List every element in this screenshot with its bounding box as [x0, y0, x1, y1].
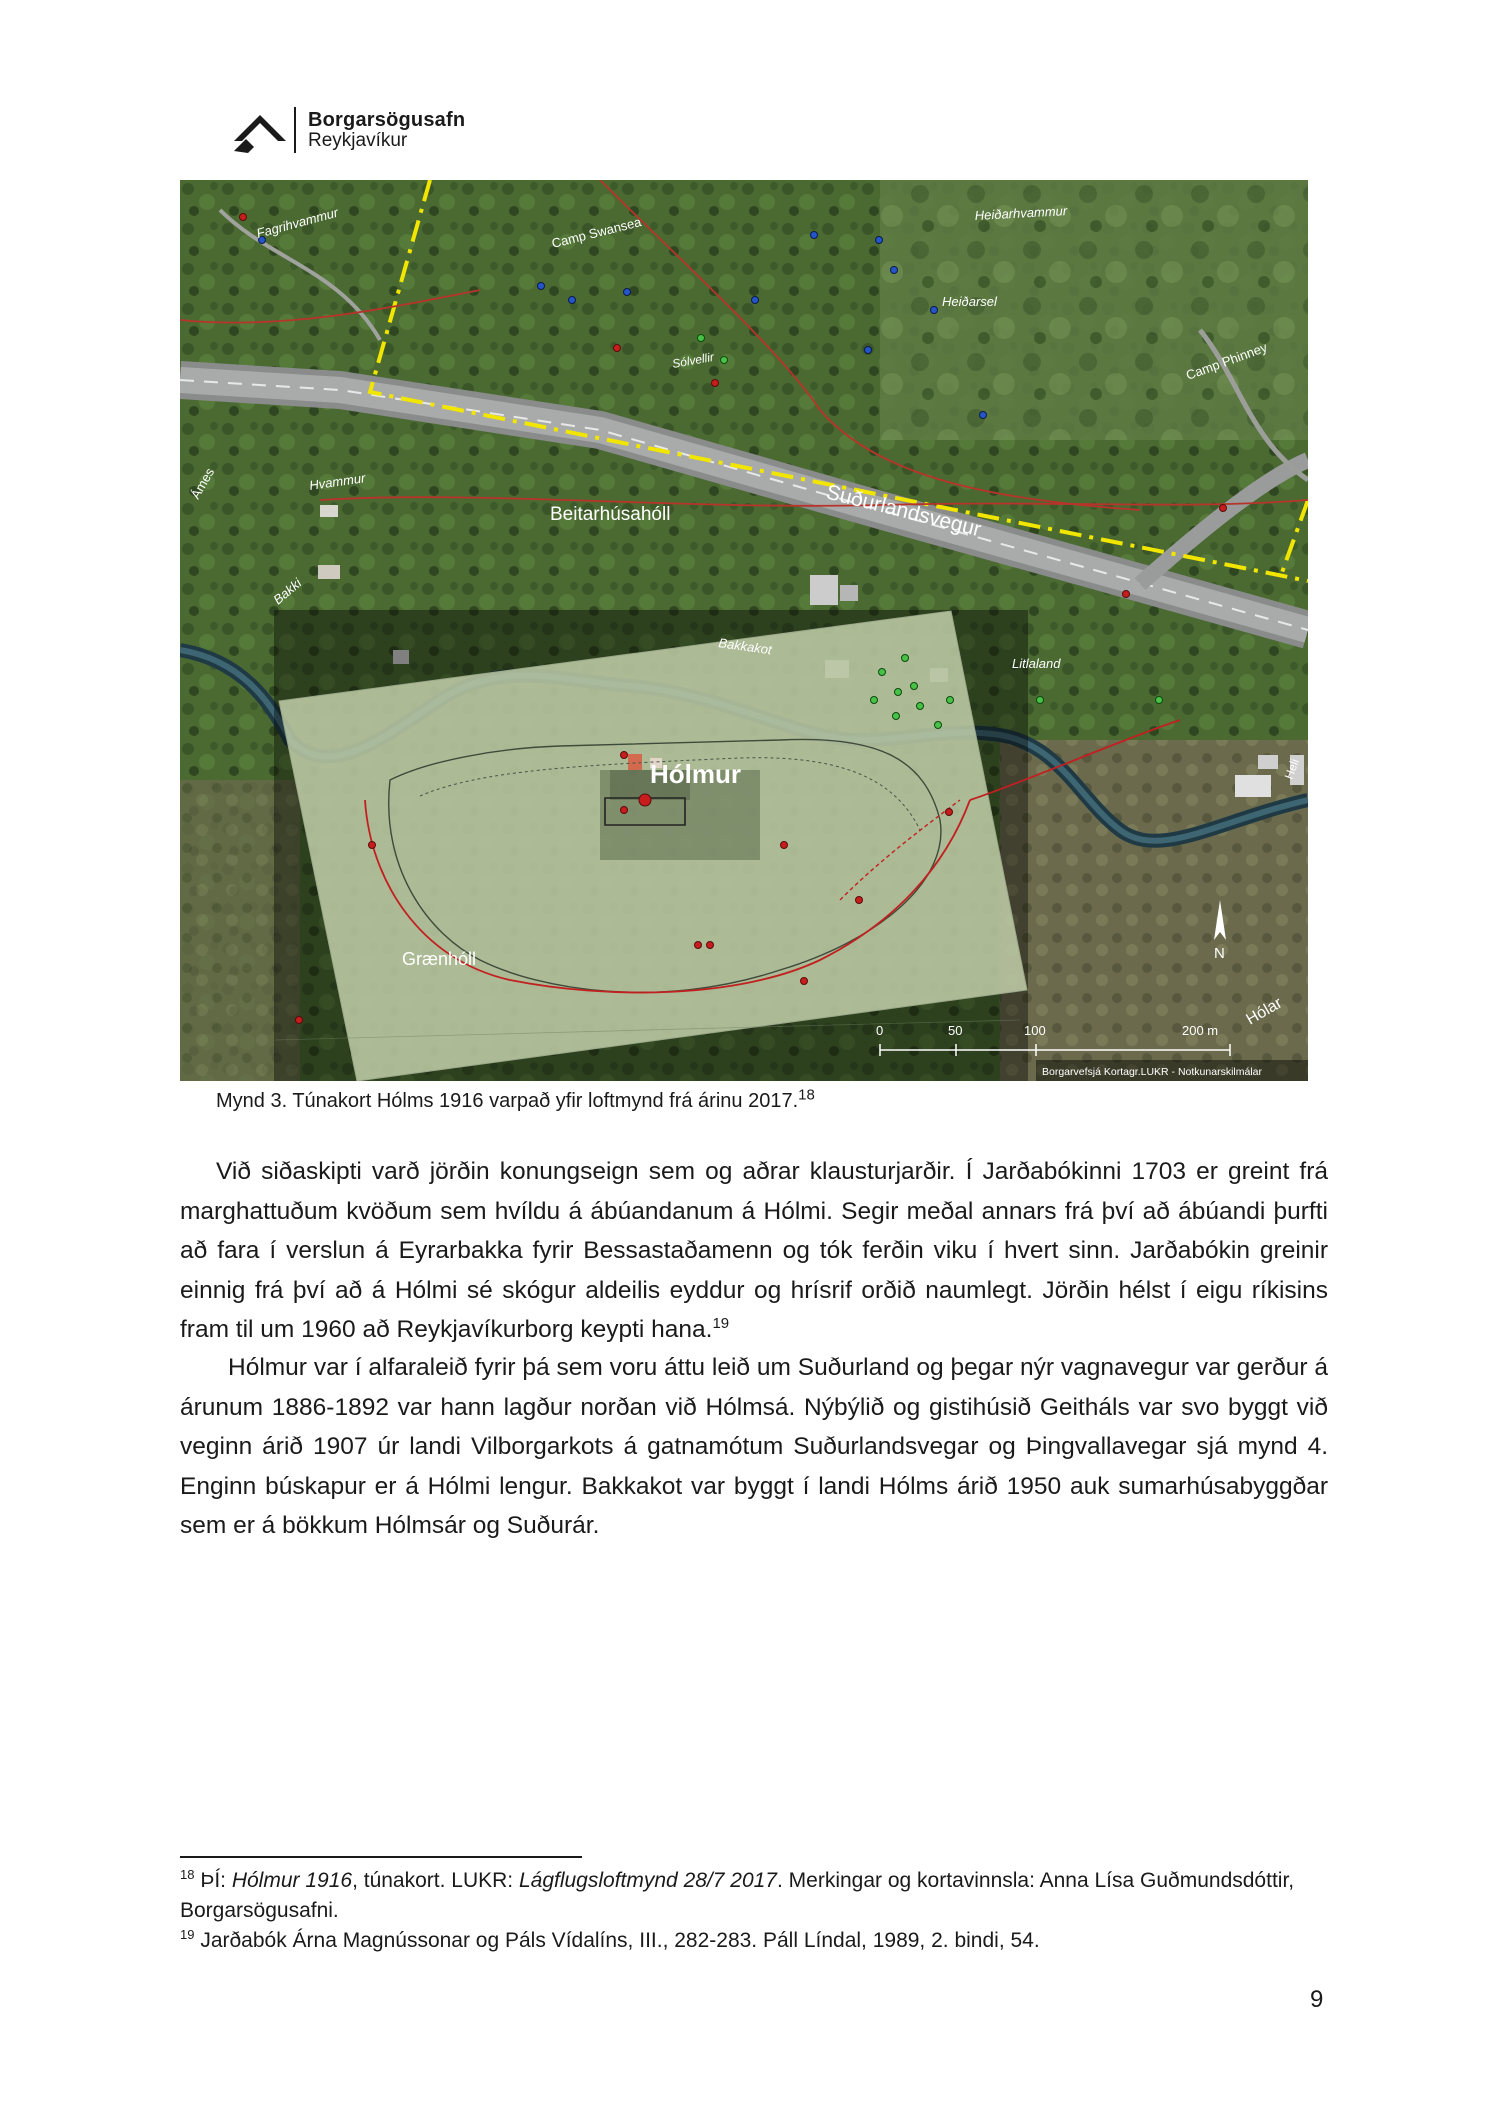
- paragraph-1-text: Við siðaskipti varð jörðin konungseign sem og aðrar klausturjarðir. Í Jarðabókinni 1703 er greint frá marghattuðum kvöðum sem hvíldu á ábúandanum á Hólmi. Segir meðal annars frá því að ábúandi þurfti að fara í verslun á Eyrarbakka fyrir Bessastaðamenn og tók ferðin viku í hvert sinn. Jarðabókin greinir einnig frá því að á Hólmi sé skógur aldeilis eyddur og hrísrif orðið naumlegt. Jörðin hélst í eigu ríkisins fram til um 1960 að Reykjavíkurborg keypti hana.: [180, 1158, 1328, 1343]
- label-sudurlandsvegur: Suðurlandsvegur: [823, 480, 984, 542]
- paragraph-1: [180, 1152, 1328, 1350]
- paragraph-2: [180, 1348, 1328, 1546]
- footnote-19: [180, 1926, 1328, 1956]
- footnote-separator: [180, 1856, 582, 1858]
- aerial-map: [180, 180, 1308, 1081]
- scale-tick-200: 200 m: [1182, 1023, 1219, 1038]
- scale-tick-100: 100: [1024, 1023, 1046, 1038]
- footnote-18: [180, 1866, 1328, 1926]
- paragraph-1-footnote-ref[interactable]: 19: [712, 1314, 730, 1332]
- aerial-map-figure: [180, 180, 1308, 1081]
- footnote-18-part-a: ÞÍ:: [200, 1869, 232, 1892]
- caption-text: Mynd 3. Túnakort Hólms 1916 varpað yfir loftmynd frá árinu 2017.: [216, 1090, 799, 1112]
- logo-chevron-icon: [232, 107, 288, 153]
- label-bakkakot: Bakkakot: [717, 635, 773, 658]
- footnotes: [180, 1866, 1328, 1956]
- label-holmur: Hólmur: [650, 759, 741, 789]
- label-hvammur: Hvammur: [308, 470, 367, 493]
- label-holar: Hólar: [1243, 994, 1286, 1029]
- label-solvellir: Sólvellir: [671, 349, 715, 371]
- logo-city: Reykjavíkur: [308, 129, 408, 151]
- label-heli: Heli: [1281, 756, 1302, 782]
- scale-tick-50: 50: [948, 1023, 963, 1038]
- label-heidarsel: Heiðarsel: [942, 294, 997, 309]
- label-camp-swansea: Camp Swansea: [550, 214, 643, 251]
- footnote-18-number: 18: [180, 1867, 195, 1882]
- caption-footnote-ref[interactable]: 18: [798, 1086, 815, 1104]
- footnote-18-part-c: . Merkingar og kortavinnsla: Anna Lísa Guðmundsdóttir, Borgarsögusafni.: [180, 1869, 1295, 1922]
- footnote-19-number: 19: [180, 1927, 195, 1942]
- paragraph-2-text: Hólmur var í alfaraleið fyrir þá sem voru áttu leið um Suðurland og þegar nýr vagnavegur var gerður á árunum 1886-1892 var hann lagður norðan við Hólmsá. Nýbýlið og gistihúsið Geitháls var svo byggt við veginn árið 1907 úr landi Vilborgarkots á gatnamótum Suðurlandsvegar og Þingvallavegar sjá mynd 4. Enginn búskapur er á Hólmi lengur. Bakkakot var byggt í landi Hólms árið 1950 auk sumarhúsabyggðar sem er á bökkum Hólmsár og Suðurár.: [180, 1354, 1328, 1539]
- north-label: N: [1214, 945, 1225, 962]
- label-ames: Ámes: [187, 465, 218, 502]
- scale-tick-0: 0: [876, 1023, 884, 1038]
- footnote-18-title-2: Lágflugsloftmynd 28/7 2017: [518, 1869, 777, 1892]
- label-heidarhvammur: Heiðarhvammur: [974, 203, 1068, 223]
- figure-caption: [216, 1086, 815, 1113]
- label-bakki: Bakki: [270, 575, 305, 608]
- footnote-18-part-b: , túnakort. LUKR:: [352, 1869, 519, 1892]
- borgarsogusafn-logo: [232, 104, 465, 156]
- label-graenholl: Grænhóll: [402, 949, 477, 969]
- logo-divider: [294, 107, 296, 153]
- label-beitarhusaholl: Beitarhúsahóll: [550, 504, 671, 525]
- label-camp-phinney: Camp Phinney: [1183, 339, 1270, 383]
- logo-name: Borgarsögusafn: [308, 108, 466, 131]
- label-litlaland: Litlaland: [1012, 656, 1061, 671]
- map-credit: Borgarvefsjá Kortagr.LUKR - Notkunarskilmálar: [1042, 1066, 1262, 1078]
- label-fagrihvammur: Fagrihvammur: [254, 204, 340, 241]
- page-number: 9: [1310, 1986, 1324, 2013]
- footnote-18-title-1: Hólmur 1916: [231, 1869, 353, 1892]
- footnote-19-text: Jarðabók Árna Magnússonar og Páls Vídalíns, III., 282-283. Páll Líndal, 1989, 2. bindi, 54.: [200, 1929, 1040, 1952]
